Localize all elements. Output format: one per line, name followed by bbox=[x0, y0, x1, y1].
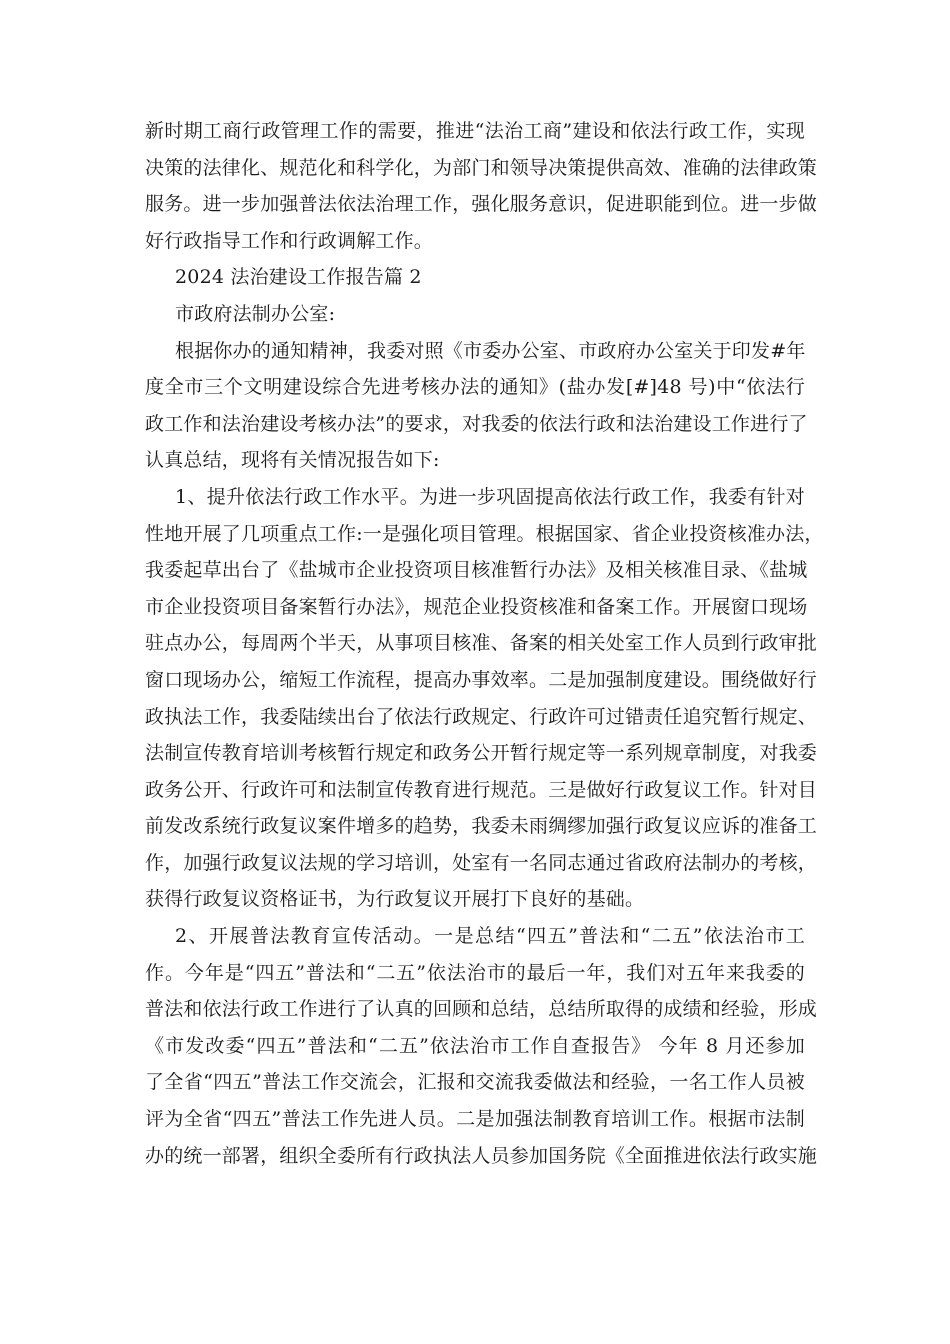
text-line: 获得行政复议资格证书，为行政复议开展打下良好的基础。 bbox=[145, 888, 645, 911]
paragraph-item-1 bbox=[145, 479, 824, 918]
text-line: 市企业投资项目备案暂行办法》，规范企业投资核准和备案工作。开展窗口现场 bbox=[145, 595, 808, 618]
text-line: 政务公开、行政许可和法制宣传教育进行规范。三是做好行政复议工作。针对目 bbox=[145, 778, 818, 801]
paragraph-preface bbox=[145, 333, 808, 479]
text-line: 性地开展了几项重点工作:一是强化项目管理。根据国家、省企业投资核准办法， bbox=[145, 522, 824, 545]
text-line: 度全市三个文明建设综合先进考核办法的通知》(盐办发[#]48 号)中“依法行 bbox=[145, 376, 805, 399]
text-line: 普法和依法行政工作进行了认真的回顾和总结，总结所取得的成绩和经验，形成 bbox=[145, 998, 818, 1021]
salutation bbox=[145, 296, 805, 333]
text-line: 认真总结，现将有关情况报告如下: bbox=[145, 449, 440, 472]
text-line: 1、提升依法行政工作水平。为进一步巩固提高依法行政工作，我委有针对 bbox=[175, 485, 805, 508]
paragraph-intro bbox=[145, 113, 818, 259]
text-line: 了全省“四五”普法工作交流会，汇报和交流我委做法和经验，一名工作人员被 bbox=[145, 1071, 805, 1094]
document-page bbox=[145, 113, 824, 1174]
text-line: 2、开展普法教育宣传活动。一是总结“四五”普法和“二五”依法治市工 bbox=[175, 925, 805, 948]
text-line: 窗口现场办公，缩短工作流程，提高办事效率。二是加强制度建设。围绕做好行 bbox=[145, 668, 818, 691]
text-line: 根据你办的通知精神，我委对照《市委办公室、市政府办公室关于印发#年 bbox=[175, 339, 806, 362]
text-line: 作。今年是“四五”普法和“二五”依法治市的最后一年，我们对五年来我委的 bbox=[145, 961, 805, 984]
text-line: 办的统一部署，组织全委所有行政执法人员参加国务院《全面推进依法行政实施 bbox=[145, 1144, 818, 1167]
text-line: 决策的法律化、规范化和科学化，为部门和领导决策提供高效、准确的法律政策 bbox=[145, 156, 818, 179]
text-line: 新时期工商行政管理工作的需要，推进“法治工商”建设和依法行政工作，实现 bbox=[145, 120, 805, 142]
text-line: 《市发改委“四五”普法和“二五”依法治市工作自查报告》 今年 8 月还参加 bbox=[145, 1034, 805, 1057]
paragraph-item-2 bbox=[145, 918, 818, 1174]
section-heading bbox=[145, 259, 805, 296]
text-line: 政工作和法治建设考核办法”的要求，对我委的依法行政和法治建设工作进行了 bbox=[145, 412, 808, 435]
text-line: 服务。进一步加强普法依法治理工作，强化服务意识，促进职能到位。进一步做 bbox=[145, 193, 818, 216]
text-line: 评为全省“四五”普法工作先进人员。二是加强法制教育培训工作。根据市法制 bbox=[145, 1108, 805, 1131]
text-line: 政执法工作，我委陆续出台了依法行政规定、行政许可过错责任追究暂行规定、 bbox=[145, 705, 818, 728]
heading-text: 2024 法治建设工作报告篇 2 bbox=[175, 266, 422, 289]
text-line: 作，加强行政复议法规的学习培训，处室有一名同志通过省政府法制办的考核， bbox=[145, 851, 818, 874]
salutation-text: 市政府法制办公室: bbox=[175, 302, 336, 325]
text-line: 前发改系统行政复议案件增多的趋势，我委未雨绸缪加强行政复议应诉的准备工 bbox=[145, 815, 818, 838]
text-line: 法制宣传教育培训考核暂行规定和政务公开暂行规定等一系列规章制度，对我委 bbox=[145, 742, 818, 765]
text-line: 驻点办公，每周两个半天，从事项目核准、备案的相关处室工作人员到行政审批 bbox=[145, 632, 818, 655]
text-line: 好行政指导工作和行政调解工作。 bbox=[145, 229, 434, 252]
text-line: 我委起草出台了《盐城市企业投资项目核准暂行办法》及相关核准目录、《盐城 bbox=[145, 559, 808, 582]
